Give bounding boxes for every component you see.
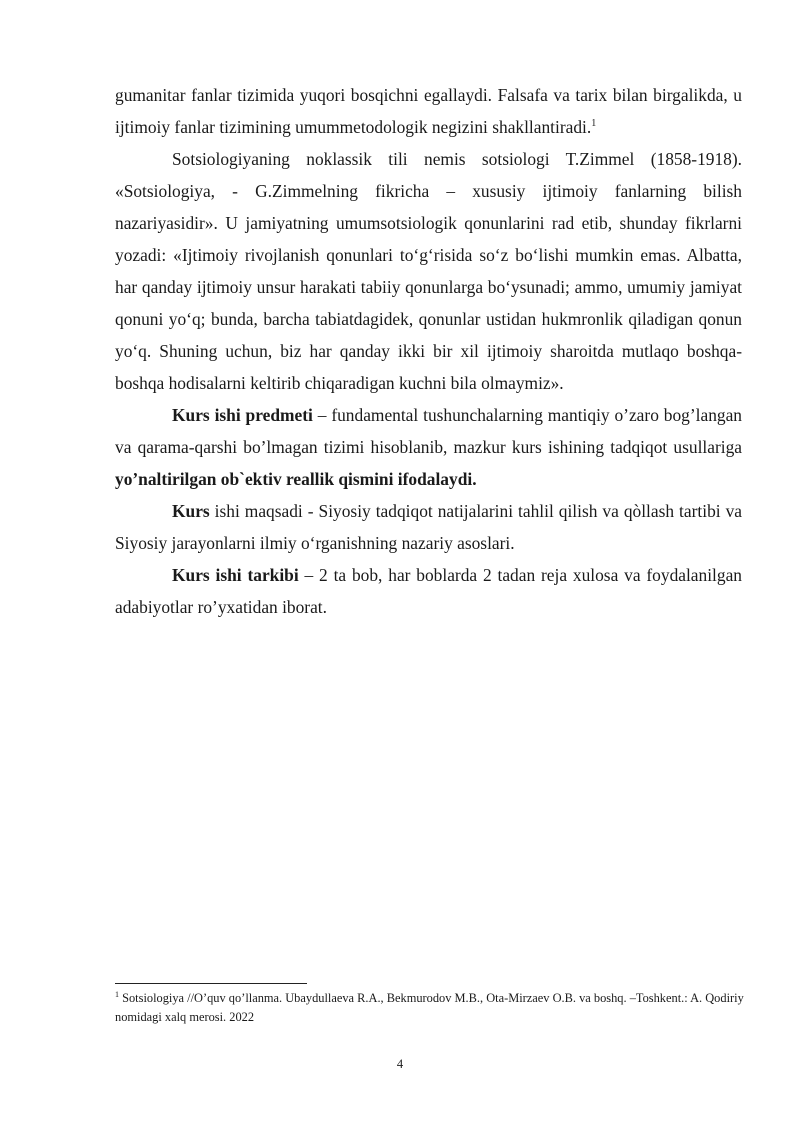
paragraph-5-heading: Kurs ishi tarkibi — [172, 565, 299, 585]
paragraph-5-text: – 2 ta bob, har boblarda 2 tadan reja xulosa va foydalanilgan adabiyotlar ro’yxatidan iborat. — [115, 565, 742, 617]
paragraph-4 — [115, 495, 742, 559]
paragraph-4-heading: Kurs — [172, 501, 210, 521]
paragraph-3-emphasis: yo’naltirilgan ob`ektiv reallik qismini ifodalaydi. — [115, 469, 477, 489]
paragraph-3 — [115, 399, 742, 495]
footnote-reference: 1 — [591, 118, 597, 130]
page-number: 4 — [396, 1057, 404, 1071]
footnote-separator — [115, 983, 307, 984]
paragraph-5 — [115, 559, 742, 623]
paragraph-4-text: ishi maqsadi - Siyosiy tadqiqot natijalarini tahlil qilish va qòllash tartibi va Siyosiy jarayonlarni ilmiy o‘rganishning nazariy asoslari. — [115, 501, 742, 553]
paragraph-2 — [115, 143, 742, 399]
body-text — [115, 79, 742, 623]
paragraph-1-text: gumanitar fanlar tizimida yuqori bosqichni egallaydi. Falsafa va tarix bilan birgalikda, u ijtimoiy fanlar tizimining umummetodologik negizini shakllantiradi. — [115, 85, 742, 137]
paragraph-3-text: – fundamental tushunchalarning mantiqiy o’zaro bog’langan va qarama-qarshi bo’lmagan tizimi hisoblanib, mazkur kurs ishining tadqiqot usullariga — [115, 405, 743, 457]
footnote-text: Sotsiologiya //O’quv qo’llanma. Ubaydullaeva R.A., Bekmurodov M.B., Ota-Mirzaev O.B. va boshq. –Toshkent.: A. Qodiriy nomidagi xalq merosi. 2022 — [115, 991, 744, 1024]
footnote — [115, 989, 745, 1027]
paragraph-3-heading: Kurs ishi predmeti — [172, 405, 313, 425]
paragraph-2-text: Sotsiologiyaning noklassik tili nemis sotsiologi T.Zimmel (1858-1918). «Sotsiologiya, - G.Zimmelning fikricha – xususiy ijtimoiy fanlarning bilish nazariyasidir». U jamiyatning umumsotsiologik qonunlarini rad etib, shunday fikrlarni yozadi: «Ijtimoiy rivojlanish qonunlari to‘g‘risida so‘z bo‘lishi mumkin emas. Albatta, har qanday ijtimoiy unsur harakati tabiiy qonunlarga bo‘ysunadi; ammo, umumiy jamiyat qonuni yo‘q; bunda, barcha tabiatdagidek, qonunlar ustidan hukmronlik qiladigan qonun yo‘q. Shuning uchun, biz har qanday ikki bir xil ijtimoiy sharoitda mutlaqo boshqa-boshqa hodisalarni keltirib chiqaradigan kuchni bila olmaymiz». — [115, 149, 742, 393]
paragraph-1 — [115, 79, 742, 143]
footnote-mark: 1 — [115, 989, 119, 999]
